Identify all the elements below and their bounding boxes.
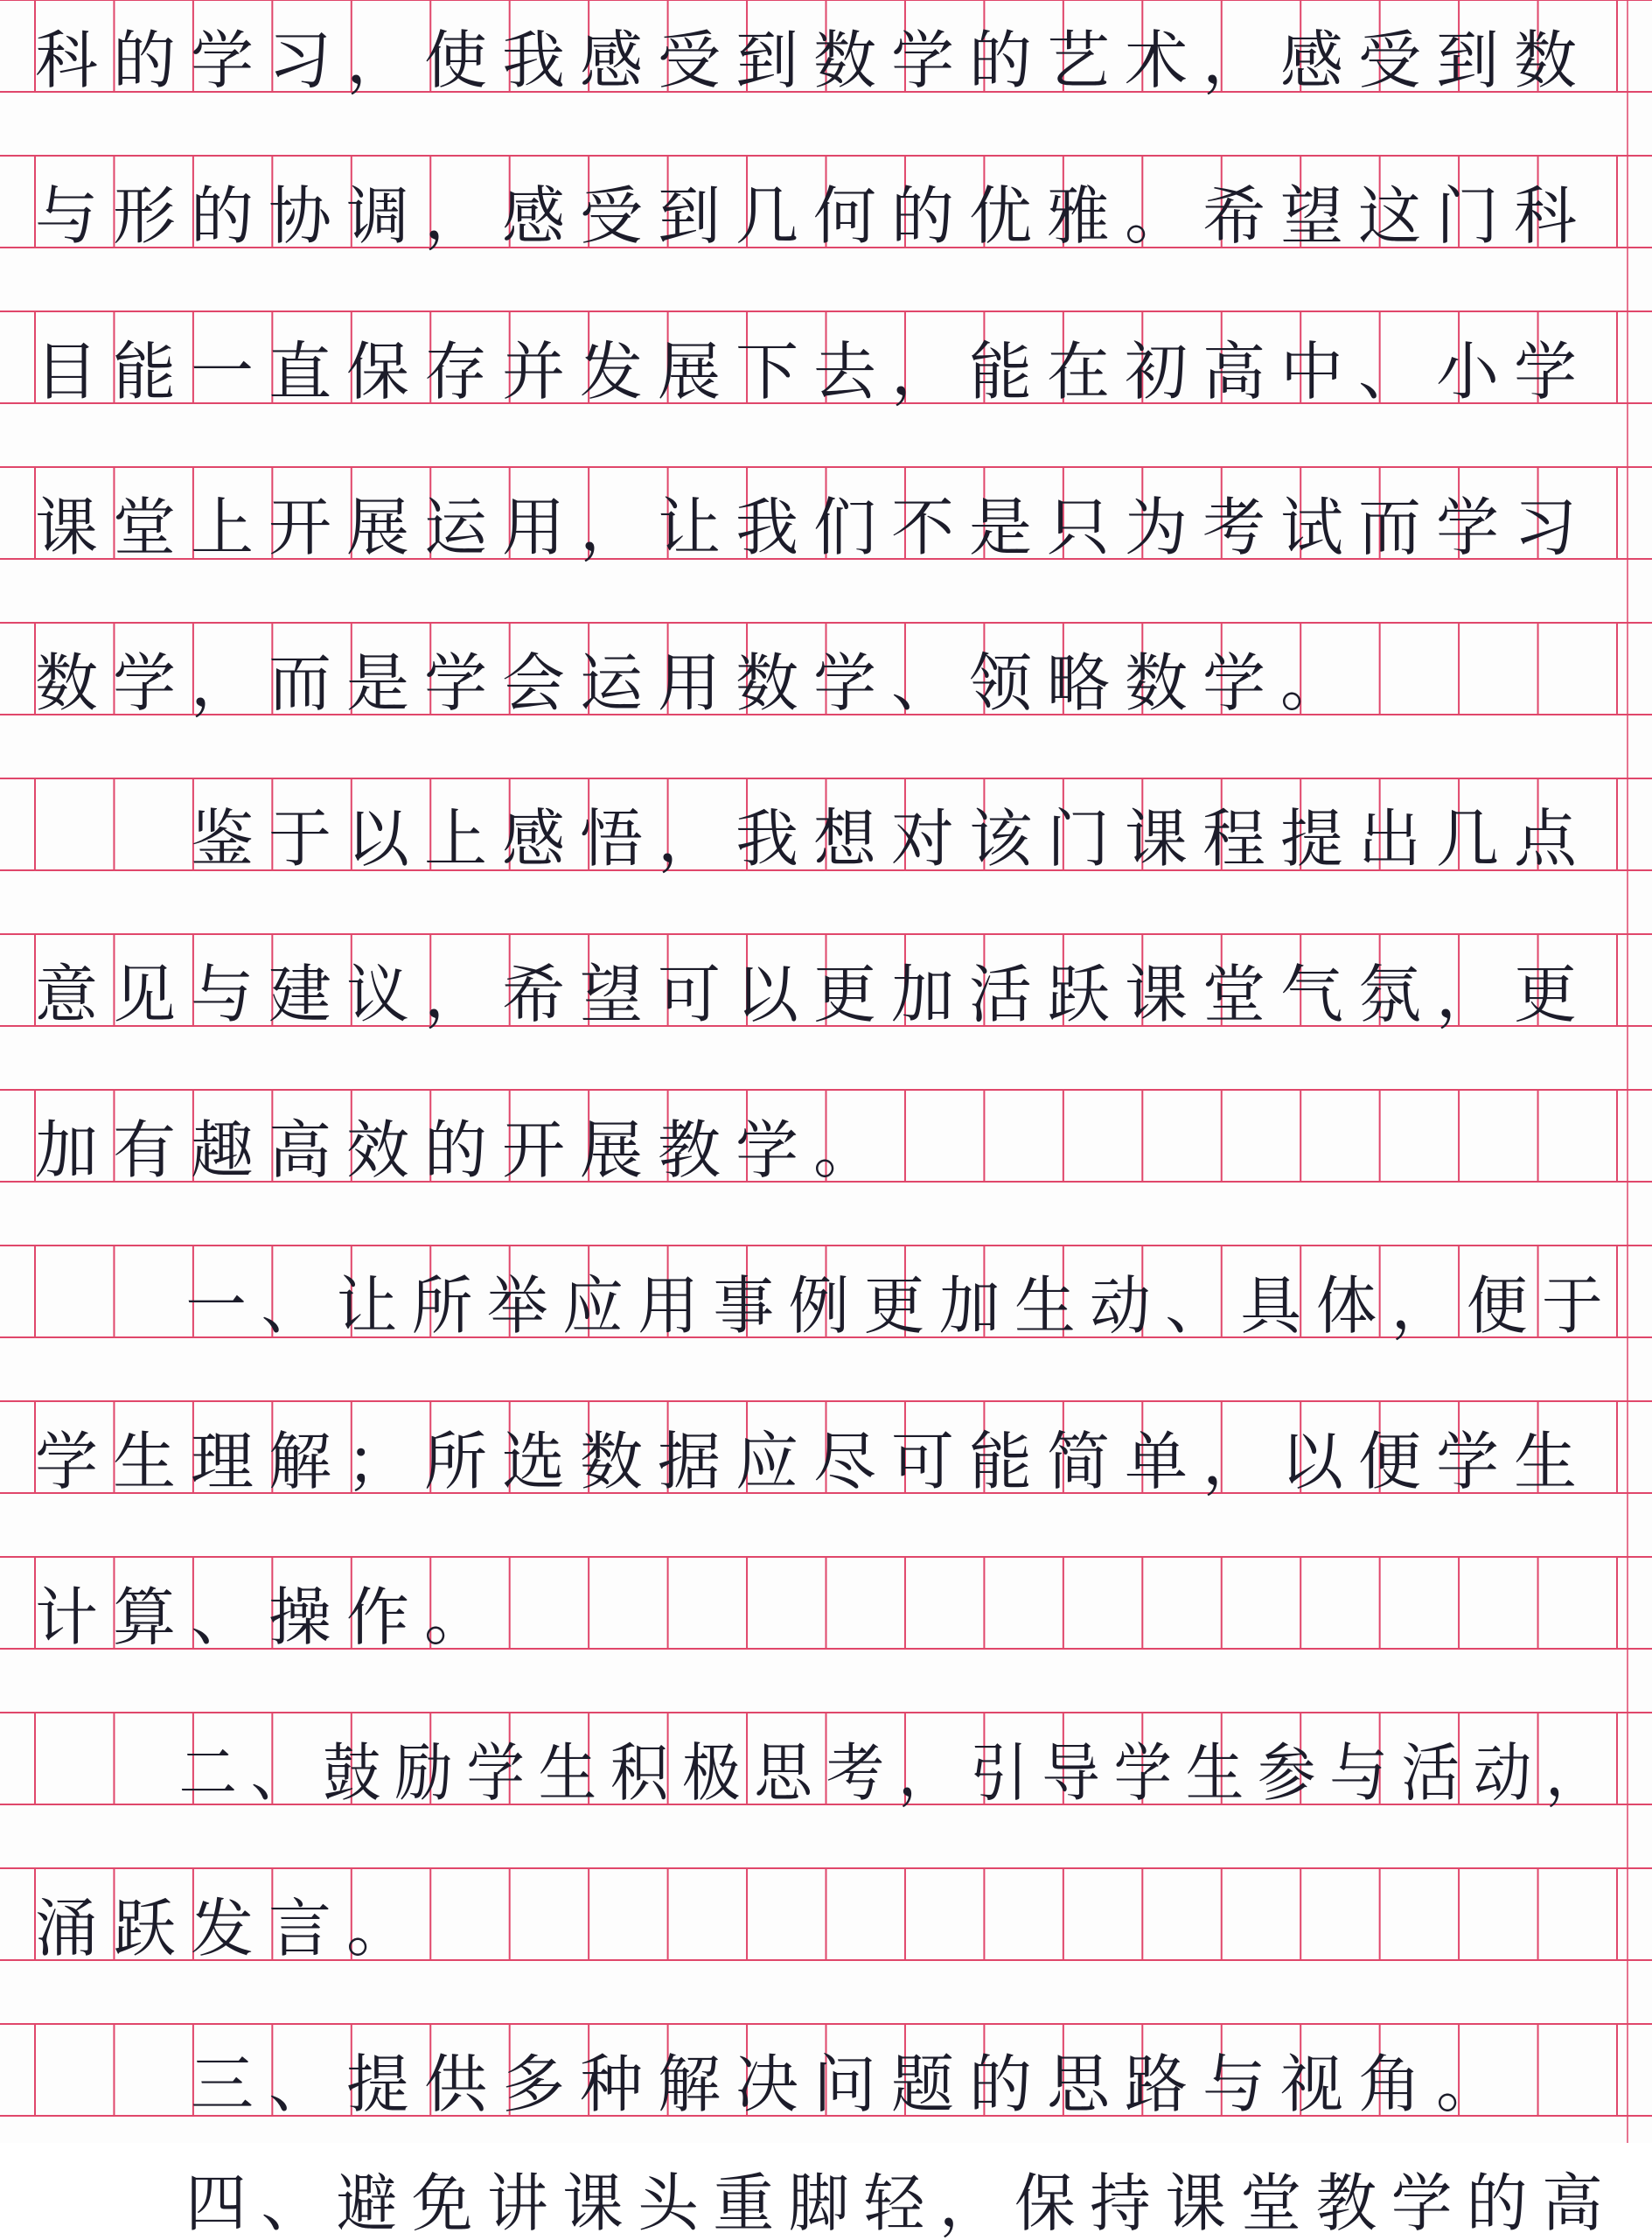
text-line-12: 二、鼓励学生积极思考，引导学生参与活动， [35,1736,1618,1810]
text-line-13: 涌跃发言。 [35,1892,425,1965]
text-line-3: 目能一直保存并发展下去，能在初高中、小学 [35,335,1593,408]
text-line-14: 三、提供多种解决问题的思路与视角。 [35,2048,1515,2121]
text-line-10: 学生理解；所选数据应尽可能简单，以便学生 [35,1425,1593,1498]
text-line-7: 意见与建议，希望可以更加活跃课堂气氛，更 [35,958,1593,1031]
text-line-8: 加有趣高效的开展教学。 [35,1113,892,1187]
text-line-4: 课堂上开展运用，让我们不是只为考试而学习 [35,491,1593,564]
text-line-15: 四、避免讲课头重脚轻，保持课堂教学的高 [35,2167,1618,2240]
text-line-11: 计算、操作。 [35,1581,503,1654]
text-line-2: 与形的协调，感受到几何的优雅。希望这门科 [35,179,1593,253]
text-line-1: 科的学习，使我感受到数学的艺术，感受到数 [35,24,1593,97]
text-line-9: 一、让所举应用事例更加生动、具体，便于 [35,1269,1618,1343]
text-line-6: 鉴于以上感悟，我想对该门课程提出几点 [35,802,1593,876]
text-line-5: 数学，而是学会运用数学、领略数学。 [35,646,1359,720]
